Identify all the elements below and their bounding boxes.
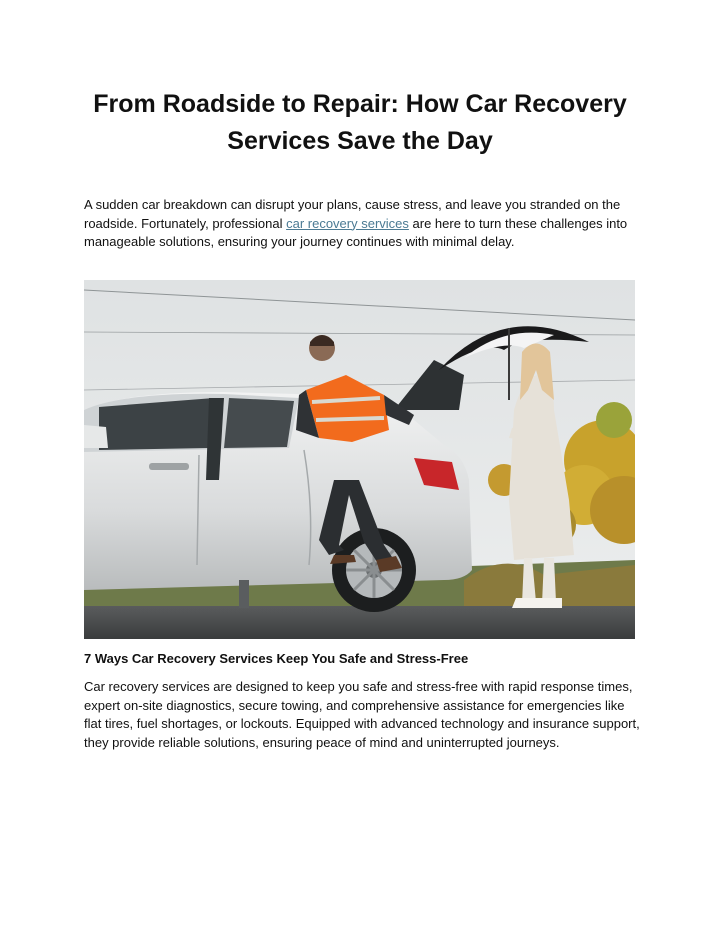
article-title: From Roadside to Repair: How Car Recovery Services Save the Day xyxy=(93,90,627,155)
section-paragraph: Car recovery services are designed to keep you safe and stress-free with rapid response times, expert on-site diagnostics, secure towing, and comprehensive assistance for emergencies like flat tires, fuel shortages, or lockouts. Equipped with advanced technology and insurance support, they provide reliable solutions, ensuring peace of mind and uninterrupted journeys. xyxy=(84,679,640,750)
intro-text-before-link: A sudden car breakdown can disrupt your plans, cause stress, and leave you stranded on the roadside. Fortunately, professional xyxy=(84,197,621,231)
section-heading: 7 Ways Car Recovery Services Keep You Safe and Stress-Free xyxy=(84,651,469,666)
article-photo xyxy=(84,280,635,639)
car-recovery-services-link[interactable]: car recovery services xyxy=(286,215,409,231)
intro-text-after-link: are here to turn these challenges into manageable solutions, ensuring your journey continues with minimal delay. xyxy=(84,215,628,250)
intro-paragraph xyxy=(84,196,636,252)
